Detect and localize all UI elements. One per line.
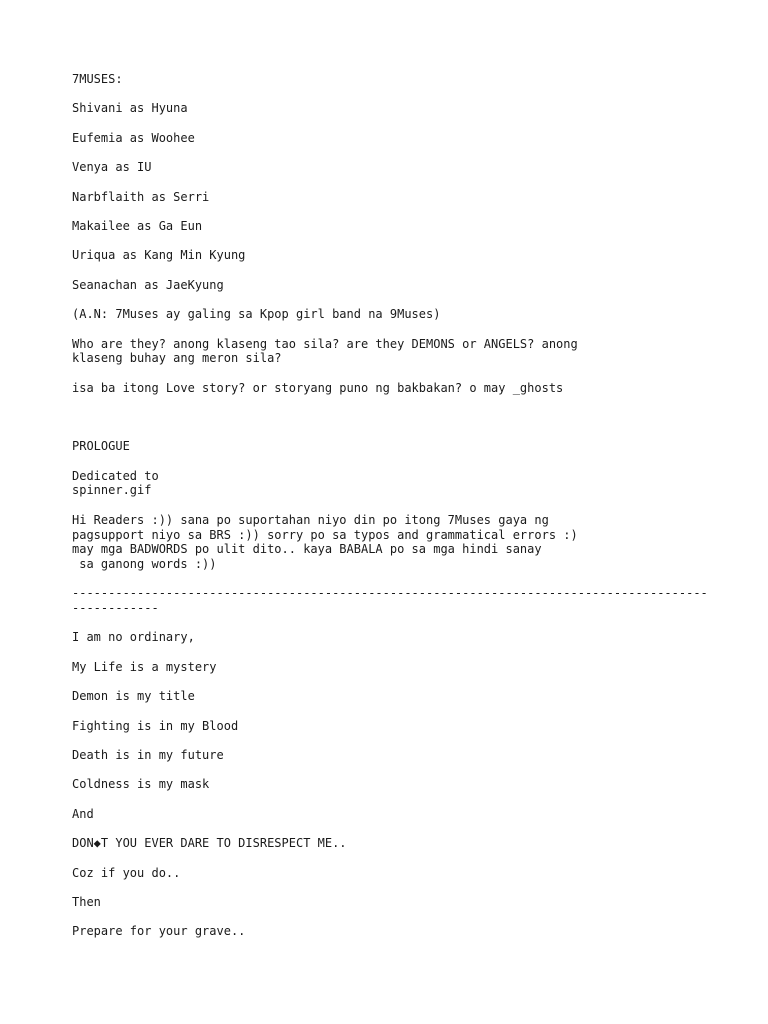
message-line: sa ganong words :)) [72,556,217,571]
poem-line: Demon is my title [72,689,195,704]
questions-line: Who are they? anong klaseng tao sila? are they DEMONS or ANGELS? anong [72,336,578,351]
dedication [72,469,712,498]
poem-line: DON◆T YOU EVER DARE TO DISRESPECT ME.. [72,836,347,851]
cast-member: Makailee as Ga Eun [72,218,203,233]
teaser-line: isa ba itong Love story? or storyang puno ng bakbakan? o may _ghosts [72,380,564,395]
poem-line: Prepare for your grave.. [72,924,246,939]
questions-paragraph [72,337,712,366]
document-page [72,72,712,954]
poem-line: Coz if you do.. [72,865,181,880]
cast-member: Narbflaith as Serri [72,189,210,204]
dedication-line: Dedicated to [72,468,159,483]
author-note: (A.N: 7Muses ay galing sa Kpop girl band na 9Muses) [72,307,441,322]
poem-line: Then [72,894,101,909]
spacer [72,410,712,439]
poem-line: I am no ordinary, [72,630,195,645]
cast-member: Uriqua as Kang Min Kyung [72,248,246,263]
prologue-title: PROLOGUE [72,439,130,454]
poem-line: My Life is a mystery [72,659,217,674]
questions-line: klaseng buhay ang meron sila? [72,351,282,366]
readers-message [72,513,712,572]
divider-line: ---------------------------------------------------------------------------------------------------- [72,586,708,616]
poem-line: Coldness is my mask [72,777,210,792]
cast-heading: 7MUSES: [72,72,123,86]
poem-line: Fighting is in my Blood [72,718,239,733]
poem-line: Death is in my future [72,748,224,763]
poem-line: And [72,806,94,821]
cast-member: Eufemia as Woohee [72,130,195,145]
cast-member: Shivani as Hyuna [72,101,188,116]
message-line: pagsupport niyo sa BRS :)) sorry po sa typos and grammatical errors :) [72,527,578,542]
dedication-line: spinner.gif [72,483,152,498]
message-line: may mga BADWORDS po ulit dito.. kaya BABALA po sa mga hindi sanay [72,542,542,557]
cast-member: Venya as IU [72,160,152,175]
message-line: Hi Readers :)) sana po suportahan niyo din po itong 7Muses gaya ng [72,512,549,527]
cast-member: Seanachan as JaeKyung [72,277,224,292]
